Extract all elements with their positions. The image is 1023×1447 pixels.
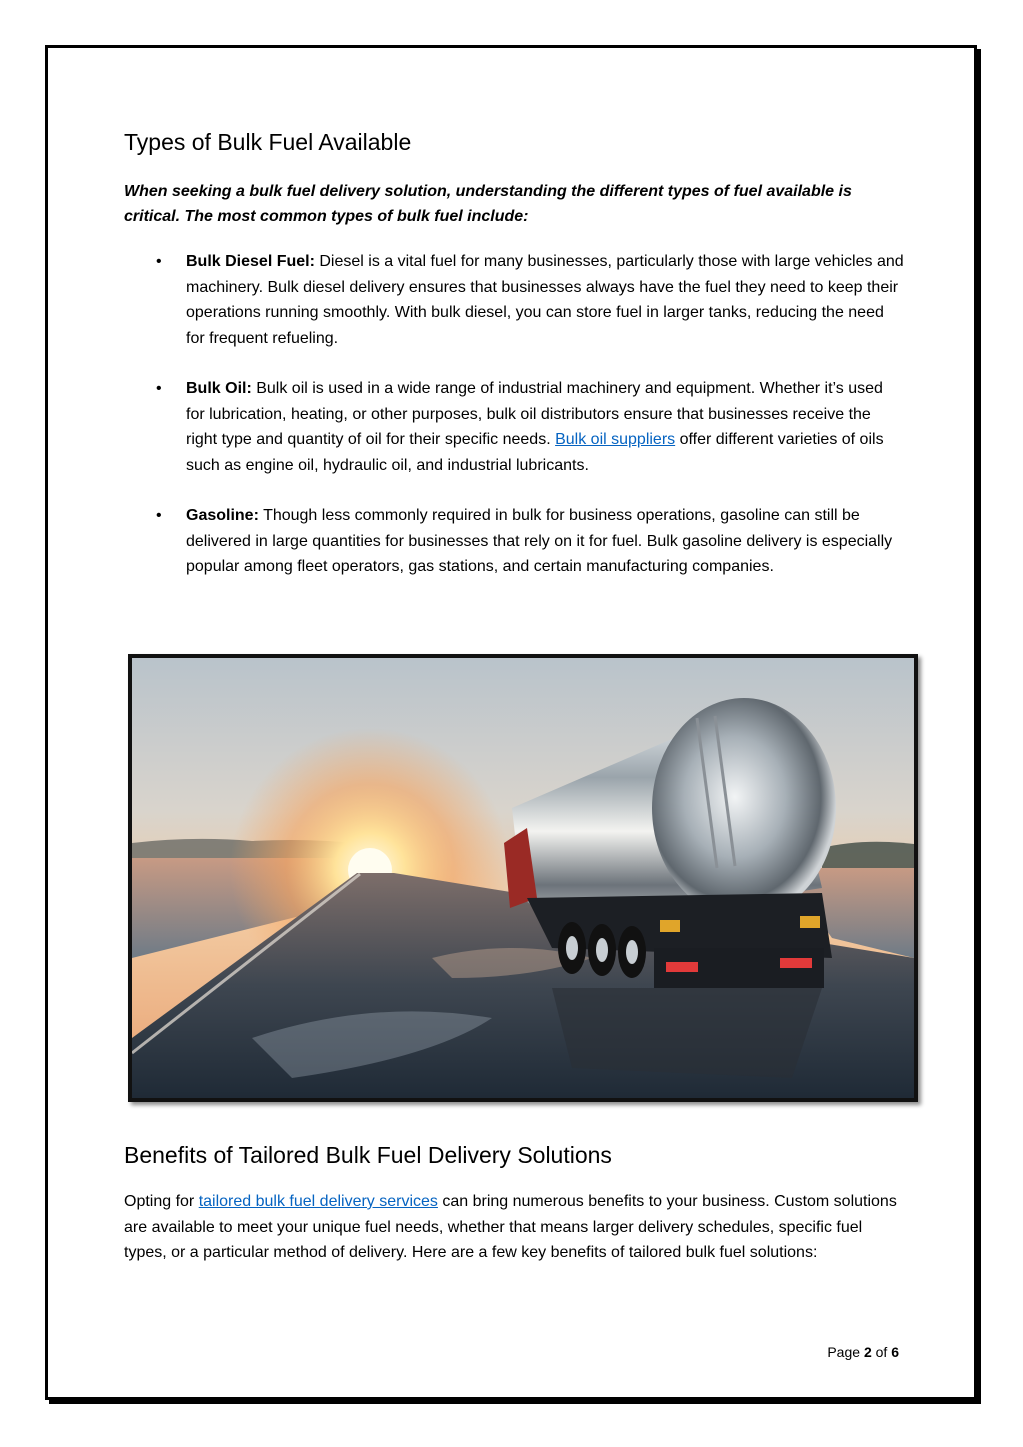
section-benefits <box>124 1140 914 1170</box>
item-label: Gasoline: <box>186 507 259 524</box>
intro-paragraph: When seeking a bulk fuel delivery solution, understanding the different types of fuel available is critical. The most common types of bulk fuel include: <box>124 183 852 225</box>
fuel-types-list-block <box>124 249 904 605</box>
section-types <box>124 127 914 157</box>
total-pages: 6 <box>891 1344 899 1360</box>
page-prefix: Page <box>827 1344 864 1360</box>
fuel-tanker-truck-photo <box>128 654 918 1102</box>
item-label: Bulk Oil: <box>186 380 252 397</box>
tanker-truck-illustration <box>132 658 914 1098</box>
body-text: can bring numerous benefits to your business. Custom solutions are available to meet your unique fuel needs, whether that means larger delivery schedules, specific fuel types, or a particular method of delivery. Here are a few key benefits of tailored bulk fuel solutions: <box>124 1193 897 1261</box>
intro-block <box>124 179 864 229</box>
list-item-diesel <box>124 249 904 351</box>
benefits-body-block <box>124 1189 909 1266</box>
item-label: Bulk Diesel Fuel: <box>186 253 315 270</box>
current-page: 2 <box>863 1344 872 1360</box>
section-heading-benefits: Benefits of Tailored Bulk Fuel Delivery Solutions <box>124 1142 612 1168</box>
section-heading-types: Types of Bulk Fuel Available <box>124 129 412 155</box>
bullet-icon: • <box>156 253 162 270</box>
page-number <box>827 1342 899 1362</box>
list-item-oil <box>124 376 904 478</box>
item-text: Diesel is a vital fuel for many businesses, particularly those with large vehicles and machinery. Bulk diesel delivery ensures that businesses always have the fuel they need to keep their operations running smoothly. With bulk diesel, you can store fuel in larger tanks, reducing the need for frequent refueling. <box>186 253 904 347</box>
bulk-oil-suppliers-link[interactable]: Bulk oil suppliers <box>555 431 676 448</box>
fuel-types-list <box>124 249 904 580</box>
tailored-delivery-services-link[interactable]: tailored bulk fuel delivery services <box>198 1193 438 1210</box>
item-text: Bulk oil is used in a wide range of industrial machinery and equipment. Whether it’s used for lubrication, heating, or other purposes, bulk oil distributors ensure that businesses receive the right type and quantity of oil for their specific needs. <box>186 380 883 448</box>
bullet-icon: • <box>156 380 162 397</box>
page-of: of <box>871 1344 892 1360</box>
bullet-icon: • <box>156 507 162 524</box>
body-text: Opting for <box>124 1193 199 1210</box>
item-text: offer different varieties of oils such as engine oil, hydraulic oil, and industrial lubricants. <box>186 431 884 474</box>
list-item-gasoline <box>124 503 904 580</box>
benefits-paragraph <box>124 1189 909 1266</box>
item-text: Though less commonly required in bulk for business operations, gasoline can still be delivered in large quantities for businesses that rely on it for fuel. Bulk gasoline delivery is especially popular among fleet operators, gas stations, and certain manufacturing companies. <box>186 507 893 575</box>
